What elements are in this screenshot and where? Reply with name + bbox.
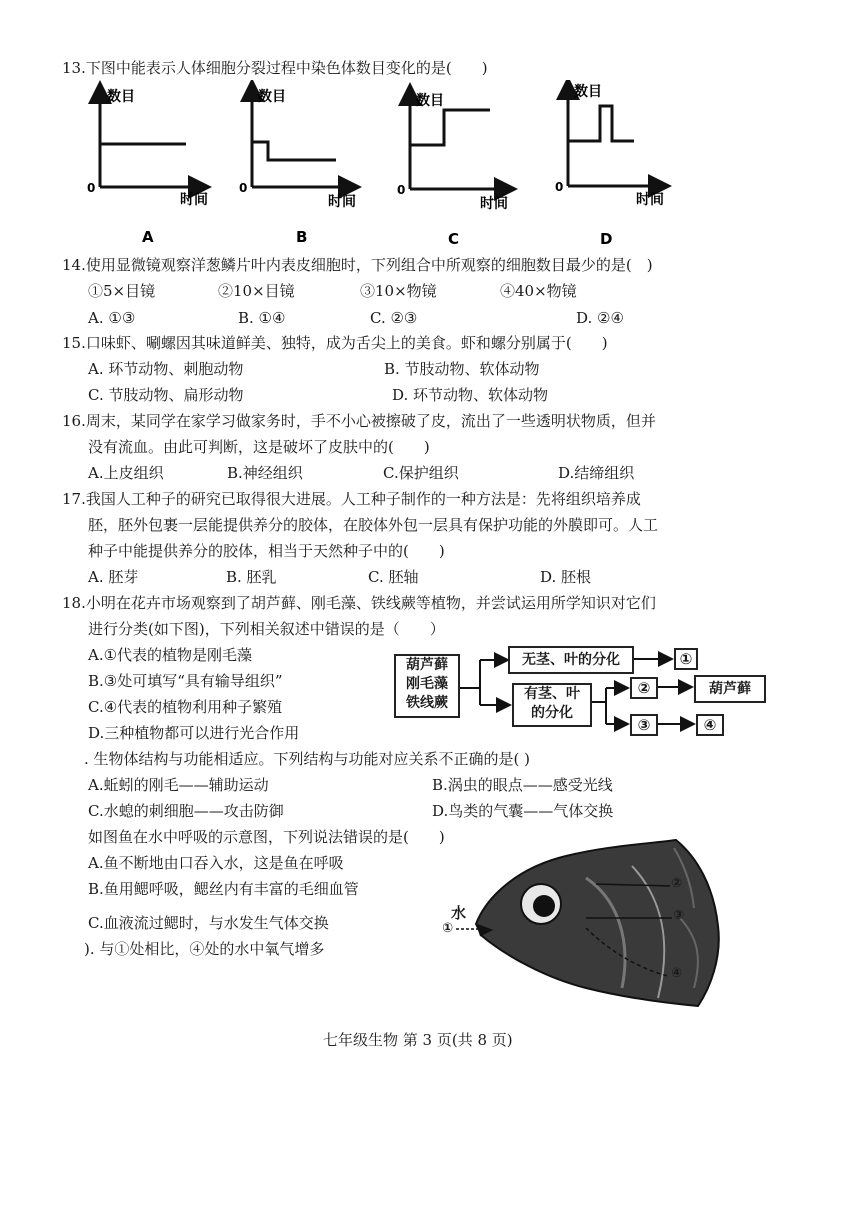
diagram-node-3: ③ [630, 714, 658, 736]
graph-d-xlabel: 时间 [636, 192, 664, 208]
q19-option-b: B.涡虫的眼点——感受光线 [432, 776, 613, 794]
q17-stem-3: 种子中能提供养分的胶体，相当于天然种子中的( ) [88, 542, 445, 560]
q14-item-3: ③10×物镜 [360, 282, 437, 300]
diagram-branch-stem-line2: 的分化 [531, 705, 573, 721]
q14-option-a: A. ①③ [88, 309, 136, 327]
fish-mark-1: ① [442, 921, 454, 936]
graph-d-label: D [600, 230, 613, 248]
q14-item-2: ②10×目镜 [218, 282, 295, 300]
q19-stem: . 生物体结构与功能相适应。下列结构与功能对应关系不正确的是( ) [84, 750, 531, 768]
q17-option-d: D. 胚根 [540, 568, 592, 586]
q14-item-4: ④40×物镜 [500, 282, 577, 300]
graph-b-xlabel: 时间 [328, 194, 356, 210]
q14-stem: 14.使用显微镜观察洋葱鳞片叶内表皮细胞时，下列组合中所观察的细胞数目最少的是( ) [62, 256, 653, 274]
q20-option-b: B.鱼用鳃呼吸，鳃丝内有丰富的毛细血管 [88, 880, 359, 898]
q16-stem-2: 没有流血。由此可判断，这是破坏了皮肤中的( ) [88, 438, 430, 456]
q17-option-b: B. 胚乳 [226, 568, 277, 586]
graph-c-xlabel: 时间 [480, 196, 508, 212]
q20-option-c: C.血液流过鳃时，与水发生气体交换 [88, 914, 329, 932]
q18-option-c: C.④代表的植物利用种子繁殖 [88, 698, 283, 716]
q16-option-a: A.上皮组织 [88, 464, 164, 482]
graph-b [239, 88, 356, 246]
fish-figure [436, 838, 736, 1008]
q15-option-c: C. 节肢动物、扁形动物 [88, 386, 244, 404]
fish-water-label: 水 [451, 904, 467, 922]
graph-d [555, 83, 664, 248]
q17-stem-2: 胚，胚外包裹一层能提供养分的胶体，在胶体外包一层具有保护功能的外膜即可。人工 [88, 516, 659, 534]
q20-option-a: A.鱼不断地由口吞入水，这是鱼在呼吸 [88, 854, 344, 872]
graph-a [87, 88, 208, 246]
q19-option-d: D.鸟类的气囊——气体交换 [432, 802, 614, 820]
q18-option-a: A.①代表的植物是刚毛藻 [88, 646, 253, 664]
diagram-branch-stem-line1: 有茎、叶 [524, 686, 580, 702]
graph-c-origin: 0 [397, 183, 406, 197]
q15-option-b: B. 节肢动物、软体动物 [384, 360, 540, 378]
q17-stem-1: 17.我国人工种子的研究已取得很大进展。人工种子制作的一种方法是：先将组织培养成 [62, 490, 641, 508]
diagram-plant-1: 葫芦藓 [406, 657, 448, 673]
q14-option-b: B. ①④ [238, 309, 286, 327]
q13-stem: 13.下图中能表示人体细胞分裂过程中染色体数目变化的是( ) [62, 59, 488, 77]
q18-stem-1: 18.小明在花卉市场观察到了胡芦藓、刚毛藻、铁线蕨等植物，并尝试运用所学知识对它们 [62, 594, 656, 612]
q19-option-a: A.蚯蚓的刚毛——辅助运动 [88, 776, 269, 794]
q15-stem: 15.口味虾、唰螺因其味道鲜美、独特，成为舌尖上的美食。虾和螺分别属于( ) [62, 334, 608, 352]
diagram-plant-2: 刚毛藻 [406, 676, 448, 692]
q14-option-d: D. ②④ [576, 309, 624, 327]
graph-c-ylabel: 数目 [416, 93, 444, 109]
fish-mark-4: ④ [671, 966, 683, 981]
graph-a-xlabel: 时间 [180, 192, 208, 208]
graph-b-ylabel: 数目 [258, 89, 286, 105]
diagram-node-2: ② [630, 677, 658, 699]
fish-mark-3: ③ [673, 908, 685, 923]
diagram-node-1: ① [674, 648, 698, 670]
q15-option-d: D. 环节动物、软体动物 [392, 386, 549, 404]
diagram-plants-box [394, 654, 460, 718]
q14-option-c: C. ②③ [370, 309, 418, 327]
graph-c [397, 92, 508, 248]
q16-stem-1: 16.周末，某同学在家学习做家务时，手不小心被擦破了皮，流出了一些透明状物质，但并 [62, 412, 656, 430]
q17-option-a: A. 胚芽 [88, 568, 139, 586]
diagram-branch-no-stem: 无茎、叶的分化 [508, 646, 634, 674]
fish-mark-2: ② [671, 876, 683, 891]
q16-option-b: B.神经组织 [227, 464, 303, 482]
graph-d-ylabel: 数目 [574, 84, 602, 100]
q18-stem-2: 进行分类(如下图)，下列相关叙述中错误的是（ ） [88, 620, 445, 638]
graph-a-label: A [142, 228, 154, 246]
q15-option-a: A. 环节动物、刺胞动物 [88, 360, 244, 378]
graph-b-label: B [296, 228, 308, 246]
q18-option-d: D.三种植物都可以进行光合作用 [88, 724, 300, 742]
graph-b-origin: 0 [239, 181, 248, 195]
q17-option-c: C. 胚轴 [368, 568, 419, 586]
q18-option-b: B.③处可填写“具有输导组织” [88, 672, 283, 690]
q20-option-d: ). 与①处相比，④处的水中氧气增多 [84, 940, 325, 958]
graph-a-origin: 0 [87, 181, 96, 195]
diagram-branch-stem [512, 683, 592, 727]
page-footer: 七年级生物 第 3 页(共 8 页) [323, 1031, 513, 1049]
diagram-leaf-moss: 葫芦藓 [694, 675, 766, 703]
diagram-plant-3: 铁线蕨 [406, 695, 448, 711]
q16-option-c: C.保护组织 [383, 464, 459, 482]
q16-option-d: D.结缔组织 [558, 464, 635, 482]
diagram-node-4: ④ [696, 714, 724, 736]
q19-option-c: C.水螅的刺细胞——攻击防御 [88, 802, 284, 820]
q14-item-1: ①5×目镜 [88, 282, 156, 300]
graph-d-origin: 0 [555, 180, 564, 194]
q20-stem: 如图鱼在水中呼吸的示意图，下列说法错误的是( ) [88, 828, 445, 846]
graph-c-label: C [448, 230, 460, 248]
graph-a-ylabel: 数目 [107, 89, 135, 105]
